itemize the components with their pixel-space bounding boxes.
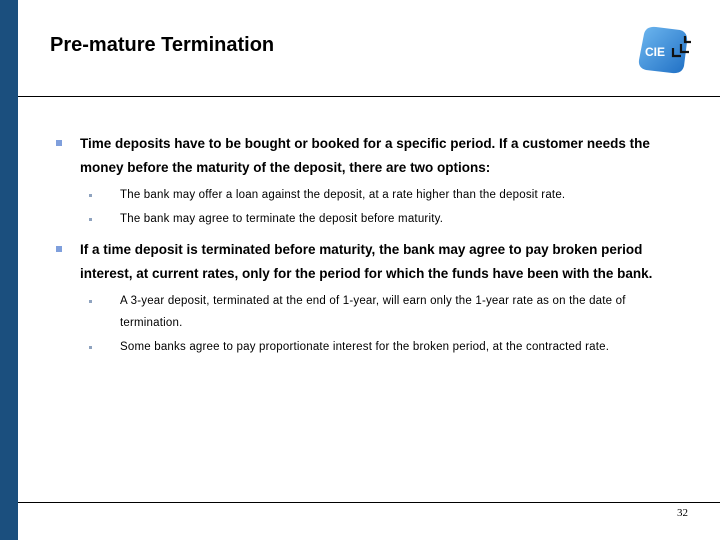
square-bullet-icon	[89, 300, 92, 303]
square-bullet-icon	[89, 194, 92, 197]
sub-bullet-item	[50, 184, 680, 206]
bullet-text: Time deposits have to be bought or booked for a specific period. If a customer needs the money before the maturity of the deposit, there are two options:	[80, 136, 650, 175]
square-bullet-icon	[89, 346, 92, 349]
sub-bullet-text: The bank may offer a loan against the deposit, at a rate higher than the deposit rate.	[120, 189, 566, 201]
slide-content	[50, 132, 680, 360]
sub-bullet-item	[50, 208, 680, 230]
left-sidebar-bar	[0, 0, 18, 540]
sub-bullet-text: The bank may agree to terminate the deposit before maturity.	[120, 213, 444, 225]
square-bullet-icon	[56, 140, 62, 146]
svg-text:CIE: CIE	[645, 45, 666, 59]
ciel-logo	[636, 24, 694, 76]
square-bullet-icon	[56, 246, 62, 252]
header-divider	[18, 96, 720, 97]
bullet-text: If a time deposit is terminated before maturity, the bank may agree to pay broken period interest, at current rates, only for the period for which the funds have been with the bank.	[80, 242, 653, 281]
sub-bullet-item	[50, 336, 680, 358]
page-number: 32	[677, 507, 688, 519]
footer-divider	[18, 502, 720, 503]
sub-bullet-text: A 3-year deposit, terminated at the end of 1-year, will earn only the 1-year rate as on the date of termination.	[120, 295, 626, 329]
square-bullet-icon	[89, 218, 92, 221]
sub-bullet-item	[50, 290, 680, 334]
bullet-item	[50, 132, 680, 180]
sub-bullet-text: Some banks agree to pay proportionate interest for the broken period, at the contracted rate.	[120, 341, 610, 353]
page-title: Pre-mature Termination	[50, 34, 275, 56]
bullet-item	[50, 238, 680, 286]
